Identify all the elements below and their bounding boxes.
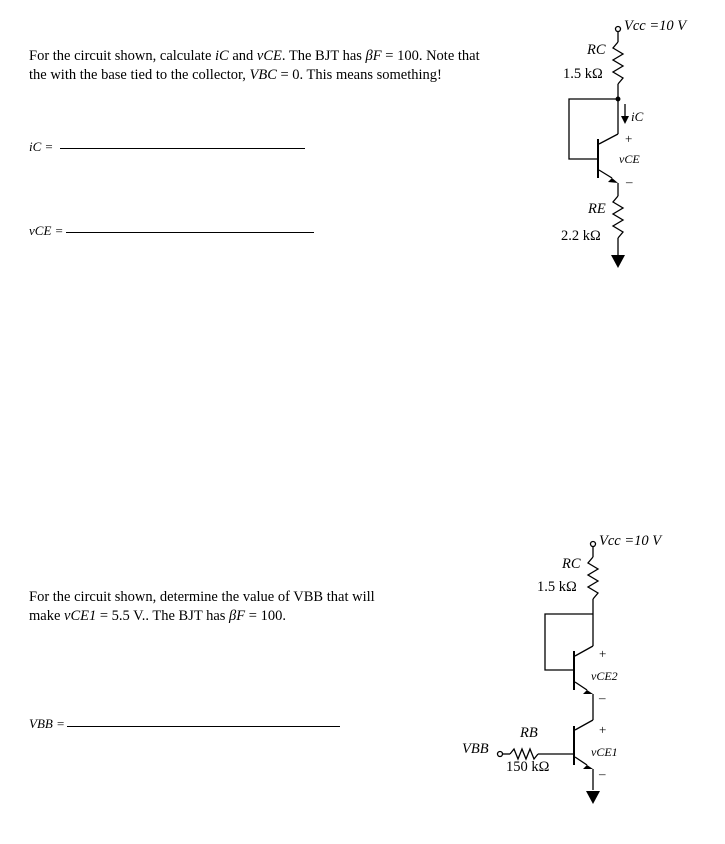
answer-vce-label: vCE = bbox=[29, 223, 64, 238]
problem1-line2: the with the base tied to the collector, VBC = 0. This means something! bbox=[29, 67, 442, 83]
ic-label-1: iC bbox=[631, 109, 644, 124]
vcc-label-2: Vcc =10 V bbox=[599, 533, 662, 549]
vbb-terminal bbox=[498, 752, 503, 757]
problem1-line1: For the circuit shown, calculate iC and vCE. The BJT has βF = 100. Note that bbox=[29, 48, 480, 64]
resistor-rc-2 bbox=[588, 557, 598, 599]
answer-ic-label: iC = bbox=[29, 139, 54, 154]
plus2-label: + bbox=[599, 646, 607, 661]
problem2-line2: make vCE1 = 5.5 V.. The BJT has βF = 100. bbox=[29, 608, 286, 624]
vbb-label: VBB bbox=[462, 741, 489, 757]
emitter-arrow-1b bbox=[583, 765, 593, 769]
vce-label-1: vCE bbox=[619, 152, 640, 166]
minus2-label: – bbox=[599, 690, 606, 705]
plus-label-1: + bbox=[625, 131, 633, 146]
vce1-label: vCE1 bbox=[591, 745, 618, 759]
minus1-label: – bbox=[599, 766, 606, 781]
symbol-ic: iC bbox=[215, 48, 229, 64]
answer-vbb-label: VBB = bbox=[29, 716, 65, 731]
symbol-beta: βF bbox=[365, 48, 382, 64]
re-value-1: 2.2 kΩ bbox=[561, 228, 601, 244]
rb-name: RB bbox=[520, 725, 538, 741]
problem2-line1: For the circuit shown, determine the value of VBB that will bbox=[29, 589, 375, 605]
vce2-label: vCE2 bbox=[591, 669, 618, 683]
rc-value-1: 1.5 kΩ bbox=[563, 66, 603, 82]
emitter-arrow-2 bbox=[583, 690, 593, 694]
rb-value: 150 kΩ bbox=[506, 759, 550, 775]
rc-name-2: RC bbox=[562, 556, 581, 572]
rc-name-1: RC bbox=[587, 42, 606, 58]
minus-label-1: – bbox=[626, 174, 633, 189]
rc-value-2: 1.5 kΩ bbox=[537, 579, 577, 595]
symbol-vce: vCE bbox=[256, 48, 282, 64]
base-collector-tie-2 bbox=[545, 614, 593, 670]
symbol-beta-2: βF bbox=[229, 608, 246, 624]
vcc-terminal-2 bbox=[591, 542, 596, 547]
symbol-vce1: vCE1 bbox=[64, 608, 97, 624]
ground-arrow-2 bbox=[586, 791, 600, 804]
symbol-vbc: VBC bbox=[249, 67, 277, 83]
resistor-rb bbox=[510, 749, 538, 759]
re-name-1: RE bbox=[588, 201, 606, 217]
plus1-label: + bbox=[599, 722, 607, 737]
vcc-label-1: Vcc =10 V bbox=[624, 18, 687, 34]
